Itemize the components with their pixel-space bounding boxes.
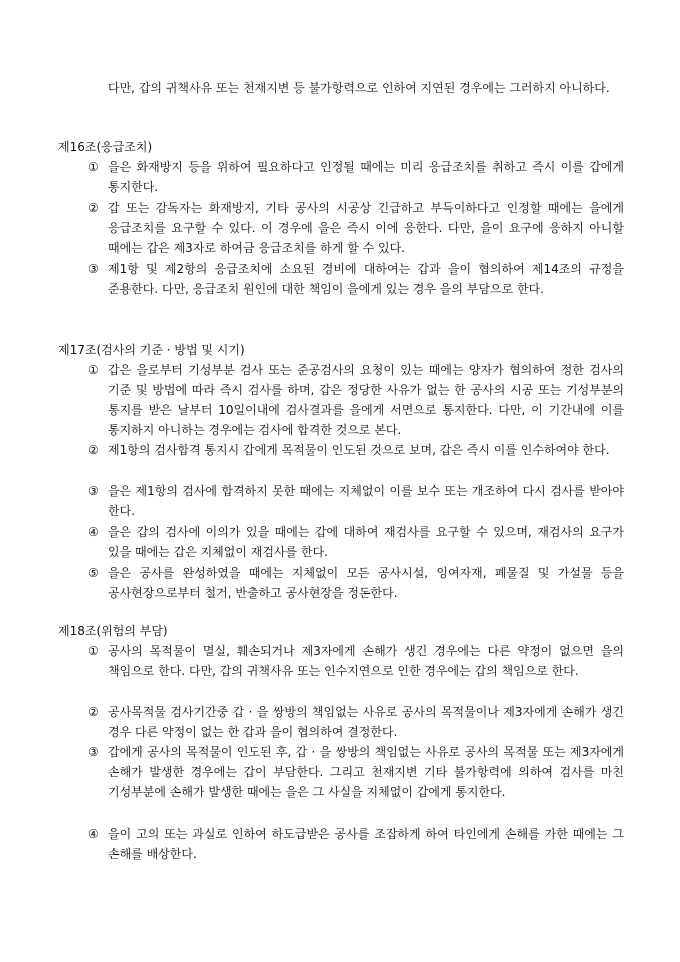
item-number: ④ <box>88 827 99 841</box>
item-number: ⑤ <box>88 566 99 580</box>
item-text: 을은 화재방지 등을 위하여 필요하다고 인정될 때에는 미리 응급조치를 취하고 즉시 이를 갑에게 통지한다. <box>108 160 624 194</box>
item-number: ③ <box>88 745 99 759</box>
item-text: 을은 제1항의 검사에 합격하지 못한 때에는 지체없이 이를 보수 또는 개조하여 다시 검사를 받아야 한다. <box>108 484 624 518</box>
item-number: ② <box>88 705 99 719</box>
article-16-item-1 <box>88 157 624 197</box>
item-number: ① <box>88 160 99 174</box>
item-number: ① <box>88 363 99 377</box>
article-18-item-1 <box>88 641 624 681</box>
article-18-item-4 <box>88 824 624 864</box>
item-text: 갑은 을로부터 기성부분 검사 또는 준공검사의 요청이 있는 때에는 양자가 협의하여 정한 검사의 기준 및 방법에 따라 즉시 검사를 하며, 갑은 정당한 사유가 없는 한 공사의 시공 또는 기성부분의 통지를 받은 날부터 10일이내에 검사결과를 을에게 서면으로 통지한다. 다만, 이 기간내에 이를 통지하지 아니하는 경우에는 검사에 합격한 것으로 본다. <box>108 363 624 437</box>
article-17-item-5 <box>88 563 624 603</box>
item-text: 을은 공사를 완성하였을 때에는 지체없이 모든 공사시설, 잉여자재, 폐물질 및 가설물 등을 공사현장으로부터 철거, 반출하고 공사현장을 정돈한다. <box>108 566 624 600</box>
item-text: 공사목적물 검사기간중 갑 · 을 쌍방의 책임없는 사유로 공사의 목적물이나 제3자에게 손해가 생긴 경우 다른 약정이 없는 한 갑과 을이 협의하여 결정한다. <box>108 705 624 739</box>
article-18-item-2 <box>88 702 624 742</box>
item-text: 을이 고의 또는 과실로 인하여 하도급받은 공사를 조잡하게 하여 타인에게 손해를 가한 때에는 그 손해를 배상한다. <box>108 827 624 861</box>
article-17-item-2 <box>88 440 624 460</box>
item-text: 을은 갑의 검사에 이의가 있을 때에는 갑에 대하여 재검사를 요구할 수 있으며, 재검사의 요구가 있을 때에는 갑은 지체없이 재검사를 한다. <box>108 525 624 559</box>
article-16-item-3 <box>88 259 624 299</box>
intro-paragraph: 다만, 갑의 귀책사유 또는 천재지변 등 불가항력으로 인하여 지연된 경우에는 그러하지 아니하다. <box>108 81 610 95</box>
item-number: ① <box>88 644 99 658</box>
item-text: 제1항 및 제2항의 응급조치에 소요된 경비에 대하여는 갑과 을이 협의하여 제14조의 규정을 준용한다. 다만, 응급조치 원인에 대한 책임이 을에게 있는 경우 을의 부담으로 한다. <box>108 262 624 296</box>
article-16-title: 제16조(응급조치) <box>58 140 153 154</box>
item-number: ④ <box>88 525 99 539</box>
item-number: ③ <box>88 262 99 276</box>
item-text: 갑에게 공사의 목적물이 인도된 후, 갑 · 을 쌍방의 책임없는 사유로 공사의 목적물 또는 제3자에게 손해가 발생한 경우에는 갑이 부담한다. 그리고 천재지변 기타 불가항력에 의하여 검사를 마친 기성부분에 손해가 발생한 때에는 을은 그 사실을 지체없이 갑에게 통지한다. <box>108 745 624 799</box>
article-17-title: 제17조(검사의 기준 · 방법 및 시기) <box>58 343 245 357</box>
article-18-item-3 <box>88 742 624 802</box>
article-17-item-3 <box>88 481 624 521</box>
item-text: 갑 또는 감독자는 화재방지, 기타 공사의 시공상 긴급하고 부득이하다고 인정할 때에는 을에게 응급조치를 요구할 수 있다. 이 경우에 을은 즉시 이에 응한다. 다만, 을이 요구에 응하지 아니할 때에는 갑은 제3자로 하여금 응급조치를 하게 할 수 있다. <box>108 201 624 255</box>
item-text: 제1항의 검사합격 통지시 갑에게 목적물이 인도된 것으로 보며, 갑은 즉시 이를 인수하여야 한다. <box>108 443 610 457</box>
item-number: ③ <box>88 484 99 498</box>
article-16-item-2 <box>88 198 624 258</box>
article-18-title: 제18조(위험의 부담) <box>58 624 168 638</box>
item-number: ② <box>88 201 99 215</box>
article-17-item-4 <box>88 522 624 562</box>
article-17-item-1 <box>88 360 624 440</box>
item-number: ② <box>88 443 99 457</box>
item-text: 공사의 목적물이 멸실, 훼손되거나 제3자에게 손해가 생긴 경우에는 다른 약정이 없으면 을의 책임으로 한다. 다만, 갑의 귀책사유 또는 인수지연으로 인한 경우에는 갑의 책임으로 한다. <box>108 644 624 678</box>
